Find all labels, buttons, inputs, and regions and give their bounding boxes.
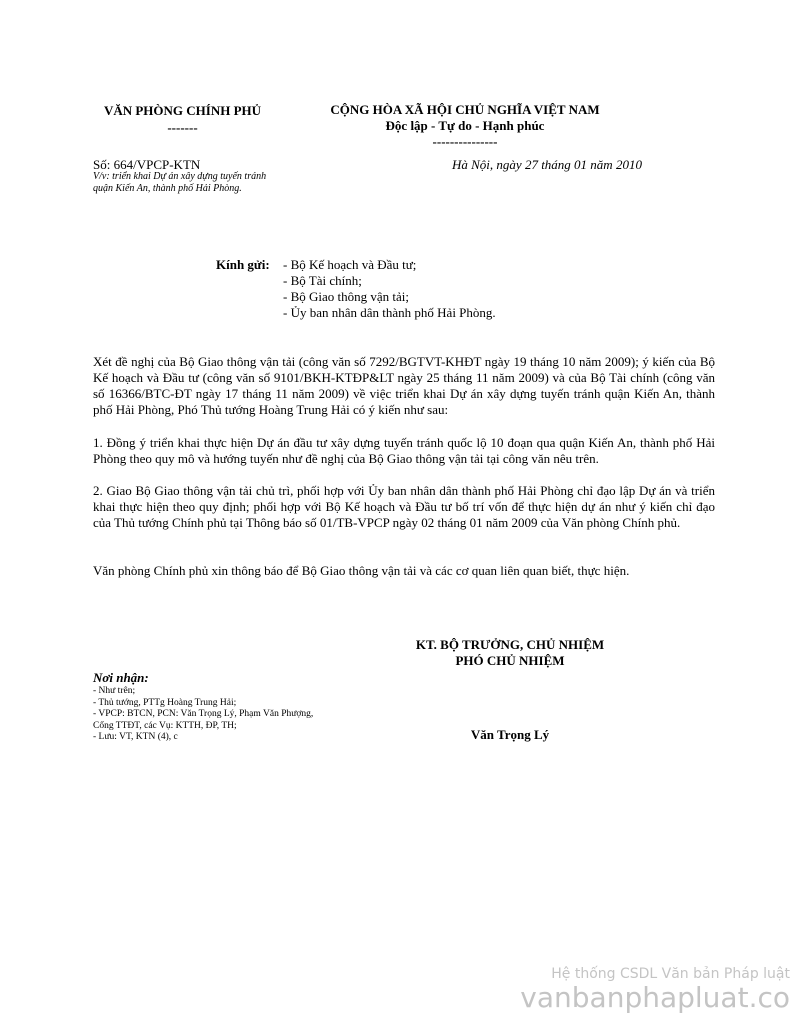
watermark-line1: Hệ thống CSDL Văn bản Pháp luật — [551, 966, 790, 982]
body-paragraph-2: 2. Giao Bộ Giao thông vận tải chủ trì, phối hợp với Ủy ban nhân dân thành phố Hải Phòng chỉ đạo lập Dự án và triển khai thực hiện theo quy định; phối hợp với Bộ Kế hoạch và Đầu tư bố trí vốn để thực hiện dự án như ý kiến chỉ đạo của Thủ tướng Chính phủ tại Thông báo số 01/TB-VPCP ngày 02 tháng 01 năm 2009 của Văn phòng Chính phủ. — [93, 483, 715, 530]
date-line: Hà Nội, ngày 27 tháng 01 năm 2010 — [452, 157, 642, 172]
watermark — [520, 966, 790, 1014]
recipient-item: - Bộ Tài chính; — [283, 273, 362, 288]
document-number: Số: 664/VPCP-KTN — [93, 157, 201, 172]
motto-rule: --------------- — [432, 134, 498, 149]
issuer-name: VĂN PHÒNG CHÍNH PHỦ — [103, 103, 262, 118]
recipients-label: Kính gửi: — [216, 257, 270, 272]
signer-name: Văn Trọng Lý — [470, 727, 550, 742]
signature-block — [400, 637, 620, 669]
cc-item: Cổng TTĐT, các Vụ: KTTH, ĐP, TH; — [93, 720, 237, 731]
document-subject: V/v: triển khai Dự án xây dựng tuyến tránh quận Kiến An, thành phố Hải Phòng. — [93, 171, 267, 194]
issuer-rule: ------- — [167, 120, 198, 135]
body-paragraph-1: 1. Đồng ý triển khai thực hiện Dự án đầu tư xây dựng tuyến tránh quốc lộ 10 đoạn qua quận Kiến An, thành phố Hải Phòng theo quy mô và hướng tuyến như đề nghị của Bộ Giao thông vận tải tại công văn nêu trên. — [93, 435, 715, 466]
watermark-site: vanbanphapluat.co — [520, 981, 790, 1014]
signer-title: KT. BỘ TRƯỞNG, CHỦ NHIỆM — [415, 637, 605, 652]
cc-list — [93, 686, 313, 744]
body-paragraph-intro: Xét đề nghị của Bộ Giao thông vận tải (công văn số 7292/BGTVT-KHĐT ngày 19 tháng 10 năm 2009); ý kiến của Bộ Kế hoạch và Đầu tư (công văn số 9101/BKH-KTĐP&LT ngày 25 tháng 11 năm 2009) và của Bộ Tài chính (công văn số 16366/BTC-ĐT ngày 17 tháng 11 năm 2009) về việc triển khai Dự án xây dựng tuyến tránh quận Kiến An, thành phố Hải Phòng, Phó Thủ tướng Hoàng Trung Hải có ý kiến như sau: — [93, 354, 715, 417]
body-paragraph-closing: Văn phòng Chính phủ xin thông báo để Bộ Giao thông vận tải và các cơ quan liên quan biết, thực hiện. — [93, 563, 630, 578]
cc-item: - Thủ tướng, PTTg Hoàng Trung Hải; — [93, 697, 237, 708]
cc-item: - VPCP: BTCN, PCN: Văn Trọng Lý, Phạm Văn Phượng, — [93, 709, 314, 719]
cc-item: - Lưu: VT, KTN (4), c — [93, 732, 178, 742]
national-header — [305, 102, 625, 150]
recipients-list — [283, 257, 496, 321]
recipient-item: - Bộ Giao thông vận tải; — [283, 289, 410, 304]
cc-item: - Như trên; — [93, 686, 136, 696]
recipient-item: - Bộ Kế hoạch và Đầu tư; — [283, 257, 417, 272]
issuer-block — [90, 102, 275, 136]
recipient-item: - Ủy ban nhân dân thành phố Hải Phòng. — [283, 305, 496, 320]
cc-title: Nơi nhận: — [93, 670, 149, 685]
signer-position: PHÓ CHỦ NHIỆM — [455, 653, 565, 668]
motto: Độc lập - Tự do - Hạnh phúc — [385, 118, 545, 133]
nation-name: CỘNG HÒA XÃ HỘI CHỦ NGHĨA VIỆT NAM — [330, 102, 600, 117]
